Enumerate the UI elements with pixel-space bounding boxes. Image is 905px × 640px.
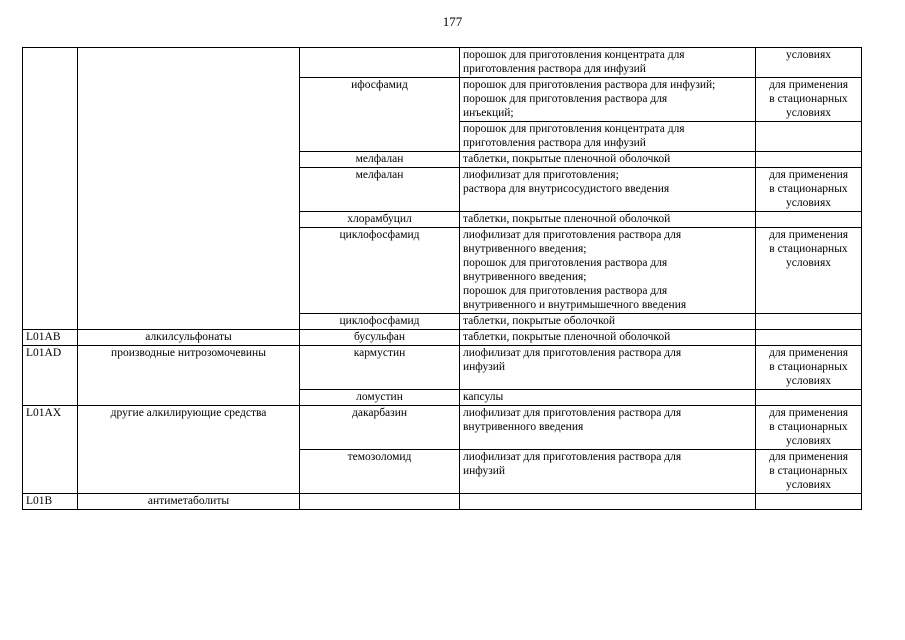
note-line: в стационарных (769, 361, 848, 373)
dosage-form-cell (460, 450, 756, 494)
dosage-form-line: таблетки, покрытые пленочной оболочкой (463, 153, 671, 165)
note-cell (756, 330, 862, 346)
dosage-form-line: раствора для внутрисосудистого введения (463, 183, 670, 195)
dosage-form-line: внутривенного и внутримышечного введения (463, 299, 687, 311)
note-cell (756, 212, 862, 228)
dosage-form-line: инфузий (463, 361, 506, 373)
dosage-form-line: порошок для приготовления раствора для (463, 93, 668, 105)
dosage-form-line: таблетки, покрытые пленочной оболочкой (463, 331, 671, 343)
note-line: в стационарных (769, 183, 848, 195)
dosage-form-line: капсулы (463, 391, 504, 403)
table-row (23, 406, 862, 450)
note-line: условиях (786, 479, 831, 491)
dosage-form-cell (460, 494, 756, 510)
drug-name-cell: мелфалан (300, 152, 460, 168)
dosage-form-cell (460, 314, 756, 330)
note-cell (756, 48, 862, 78)
drug-name-cell (300, 494, 460, 510)
dosage-form-cell (460, 78, 756, 122)
drug-name-cell: дакарбазин (300, 406, 460, 450)
note-line: для применения (768, 347, 849, 359)
dosage-form-line: порошок для приготовления концентрата для (463, 49, 685, 61)
dosage-form-cell (460, 390, 756, 406)
dosage-form-line: инъекций; (463, 107, 514, 119)
note-cell (756, 168, 862, 212)
group-cell (78, 48, 300, 330)
atc-code-cell: L01AX (23, 406, 78, 494)
dosage-form-line: внутривенного введения; (463, 243, 587, 255)
atc-code-cell: L01AB (23, 330, 78, 346)
note-line: условиях (786, 107, 831, 119)
note-cell (756, 390, 862, 406)
atc-code-cell: L01AD (23, 346, 78, 406)
note-line: условиях (786, 49, 831, 61)
note-cell (756, 450, 862, 494)
page-number: 177 (442, 14, 463, 29)
group-cell: другие алкилирующие средства (78, 406, 300, 494)
table-row (23, 494, 862, 510)
group-cell: алкилсульфонаты (78, 330, 300, 346)
note-line: условиях (786, 375, 831, 387)
dosage-form-line: таблетки, покрытые оболочкой (463, 315, 615, 327)
atc-code-cell (23, 48, 78, 330)
dosage-form-line: лиофилизат для приготовления; (463, 169, 619, 181)
note-line: в стационарных (769, 465, 848, 477)
dosage-form-cell (460, 228, 756, 314)
group-cell: производные нитрозомочевины (78, 346, 300, 406)
dosage-form-line: порошок для приготовления раствора для инфузий; (463, 79, 716, 91)
drug-name-cell: кармустин (300, 346, 460, 390)
note-cell (756, 152, 862, 168)
note-cell (756, 406, 862, 450)
dosage-form-line: приготовления раствора для инфузий (463, 63, 646, 75)
dosage-form-line: внутривенного введения (463, 421, 584, 433)
note-line: для применения (768, 229, 849, 241)
dosage-form-cell (460, 346, 756, 390)
drug-table (22, 47, 862, 510)
dosage-form-line: лиофилизат для приготовления раствора для (463, 407, 682, 419)
dosage-form-line: лиофилизат для приготовления раствора для (463, 229, 682, 241)
note-line: для применения (768, 407, 849, 419)
note-cell (756, 494, 862, 510)
note-line: в стационарных (769, 93, 848, 105)
note-line: для применения (768, 79, 849, 91)
dosage-form-line: внутривенного введения; (463, 271, 587, 283)
drug-name-cell: хлорамбуцил (300, 212, 460, 228)
note-line: условиях (786, 257, 831, 269)
table-row (23, 330, 862, 346)
dosage-form-line: приготовления раствора для инфузий (463, 137, 646, 149)
table-row (23, 346, 862, 390)
dosage-form-cell (460, 122, 756, 152)
drug-name-cell: бусульфан (300, 330, 460, 346)
dosage-form-line: инфузий (463, 465, 506, 477)
table-row (23, 48, 862, 78)
dosage-form-line: порошок для приготовления раствора для (463, 285, 668, 297)
note-line: для применения (768, 169, 849, 181)
drug-name-cell: мелфалан (300, 168, 460, 212)
drug-name-cell: темозоломид (300, 450, 460, 494)
note-cell (756, 228, 862, 314)
dosage-form-cell (460, 48, 756, 78)
note-line: в стационарных (769, 243, 848, 255)
dosage-form-line: лиофилизат для приготовления раствора для (463, 451, 682, 463)
dosage-form-line: порошок для приготовления раствора для (463, 257, 668, 269)
drug-name-cell: циклофосфамид (300, 314, 460, 330)
dosage-form-cell (460, 212, 756, 228)
dosage-form-line: лиофилизат для приготовления раствора для (463, 347, 682, 359)
note-cell (756, 346, 862, 390)
dosage-form-cell (460, 168, 756, 212)
drug-name-cell: циклофосфамид (300, 228, 460, 314)
drug-name-cell: ифосфамид (300, 78, 460, 152)
note-line: в стационарных (769, 421, 848, 433)
dosage-form-line: порошок для приготовления концентрата для (463, 123, 685, 135)
note-line: условиях (786, 197, 831, 209)
drug-name-cell (300, 48, 460, 78)
atc-code-cell: L01B (23, 494, 78, 510)
note-cell (756, 122, 862, 152)
dosage-form-cell (460, 152, 756, 168)
dosage-form-cell (460, 406, 756, 450)
drug-name-cell: ломустин (300, 390, 460, 406)
dosage-form-line: таблетки, покрытые пленочной оболочкой (463, 213, 671, 225)
dosage-form-cell (460, 330, 756, 346)
group-cell: антиметаболиты (78, 494, 300, 510)
note-line: условиях (786, 435, 831, 447)
note-line: для применения (768, 451, 849, 463)
note-cell (756, 314, 862, 330)
note-cell (756, 78, 862, 122)
